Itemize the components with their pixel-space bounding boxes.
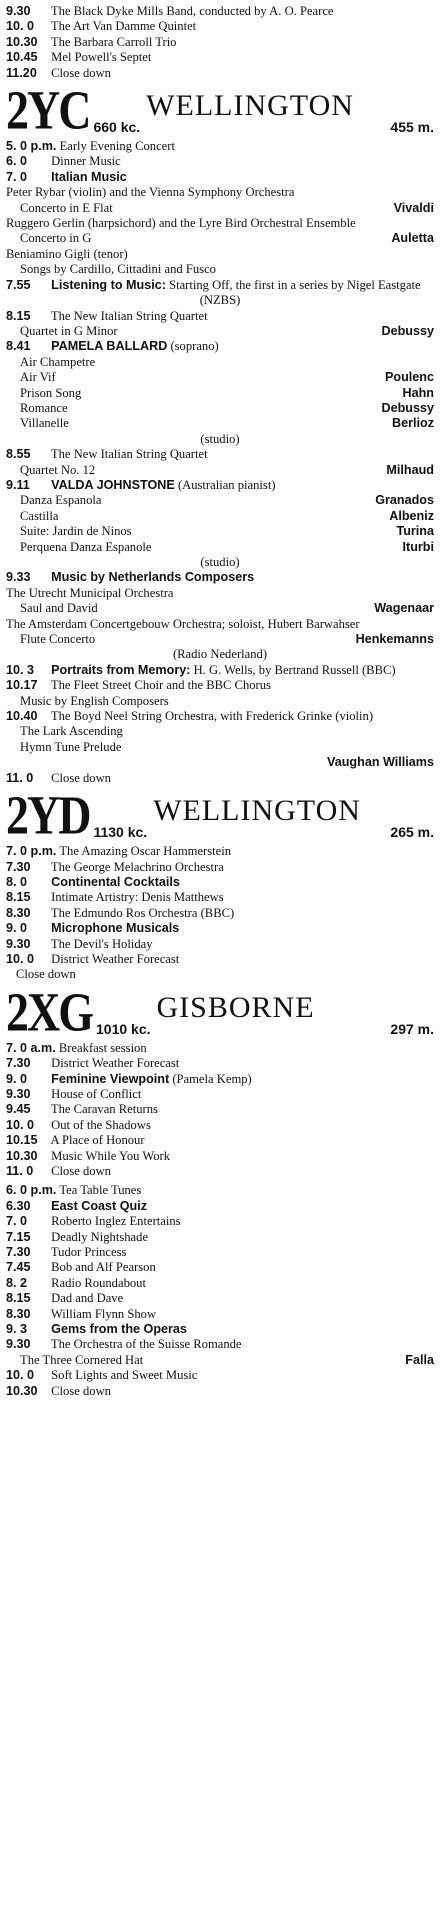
composer: Albeniz	[389, 508, 434, 523]
entry-text: Radio Roundabout	[51, 1275, 146, 1290]
entry-time: 10. 3	[6, 662, 35, 677]
entry-text: The Art Van Damme Quintet	[50, 19, 197, 34]
composer: Debussy	[381, 323, 434, 338]
entry-text: (soprano)	[170, 339, 219, 354]
entry-detail: The Amsterdam Concertgebouw Orchestra; soloist, Hubert Barwahser	[6, 616, 360, 631]
entry-time: 10.17	[6, 678, 38, 693]
work-row	[6, 355, 434, 370]
entry-time: 10. 0	[6, 1368, 35, 1383]
entry-time: 8.55	[6, 447, 31, 462]
listing-entry	[6, 4, 434, 19]
entry-detail: Songs by Cardillo, Cittadini and Fusco	[20, 262, 216, 277]
station-listings-2yc	[6, 139, 434, 786]
entry-text: Deadly Nightshade	[51, 1229, 149, 1244]
work-title: The Three Cornered Hat	[20, 1352, 144, 1367]
entry-text: The New Italian String Quartet	[50, 308, 208, 323]
listing-entry	[6, 1276, 434, 1291]
work-row	[6, 370, 434, 385]
listing-entry	[6, 937, 434, 952]
entry-time: 9.11	[6, 477, 30, 492]
entry-time: 10.45	[6, 50, 38, 65]
entry-time: 9.45	[6, 1102, 31, 1117]
composer: Turina	[396, 524, 434, 539]
entry-text: Starting Off, the first in a series by Nigel Eastgate	[169, 277, 421, 292]
entry-time: 10. 0	[6, 19, 35, 34]
entry-time: 6.30	[6, 1198, 31, 1213]
entry-time: 9. 3	[6, 1322, 28, 1337]
entry-time: 8. 0	[6, 874, 28, 889]
work-title: Concerto in E Flat	[20, 200, 113, 215]
entry-time: 6. 0	[6, 154, 28, 169]
entry-time: 7.55	[6, 277, 31, 292]
entry-time: 10.15	[6, 1133, 38, 1148]
entry-time: 10.40	[6, 709, 38, 724]
station-header-2yd	[6, 784, 434, 846]
entry-title: PAMELA BALLARD	[51, 339, 168, 354]
entry-time: 9. 0	[6, 921, 28, 936]
entry-text: H. G. Wells, by Bertrand Russell (BBC)	[193, 662, 396, 677]
work-title: Saul and David	[20, 601, 98, 616]
work-title: Villanelle	[20, 416, 69, 431]
listing-entry	[6, 875, 434, 890]
top-block	[6, 4, 434, 81]
entry-text: Out of the Shadows	[51, 1117, 151, 1132]
entry-detail: Ruggero Gerlin (harpsichord) and the Lyre Bird Orchestral Ensemble	[6, 216, 356, 231]
work-title: The Lark Ascending	[20, 724, 123, 739]
entry-text: Soft Lights and Sweet Music	[51, 1368, 198, 1383]
work-row	[6, 524, 434, 539]
entry-text: The Devil's Holiday	[50, 936, 153, 951]
listing-entry	[6, 1368, 434, 1383]
entry-time: 7.30	[6, 1245, 31, 1260]
listing-entry	[6, 1041, 434, 1056]
entry-time: 6. 0 p.m.	[6, 1183, 57, 1198]
work-row	[6, 493, 434, 508]
station-header-2xg	[6, 981, 434, 1043]
entry-time: 9.33	[6, 570, 31, 585]
entry-time: 8.30	[6, 1306, 31, 1321]
entry-text: The Caravan Returns	[50, 1102, 158, 1117]
entry-text: Music While You Work	[51, 1148, 171, 1163]
entry-text: A Place of Honour	[50, 1133, 145, 1148]
work-title: Concerto in G	[20, 231, 92, 246]
listing-entry	[6, 1199, 434, 1214]
listing-entry	[6, 844, 434, 859]
listing-entry	[6, 1087, 434, 1102]
work-title: Quartet No. 12	[20, 462, 96, 477]
listing-entry	[6, 1322, 434, 1337]
station-city: GISBORNE	[156, 990, 315, 1024]
composer: Vaughan Williams	[327, 755, 434, 770]
entry-text: The Boyd Neel String Orchestra, with Frederick Grinke (violin)	[50, 709, 374, 724]
entry-time: 8.15	[6, 308, 31, 323]
work-row	[6, 401, 434, 416]
entry-text: The New Italian String Quartet	[50, 447, 208, 462]
listing-entry	[6, 952, 434, 967]
work-title: Hymn Tune Prelude	[20, 739, 122, 754]
entry-time: 9.30	[6, 1337, 31, 1352]
entry-time: 8.41	[6, 339, 31, 354]
listing-entry	[6, 50, 434, 65]
listing-entry	[6, 35, 434, 50]
listing-entry	[6, 1214, 434, 1229]
composer: Falla	[405, 1352, 434, 1367]
work-title: Quartet in G Minor	[20, 323, 118, 338]
entry-time: 10.30	[6, 1383, 38, 1398]
entry-time: 10.30	[6, 1148, 38, 1163]
listing-entry	[6, 1056, 434, 1071]
work-title: Prison Song	[20, 385, 82, 400]
station-frequency: 660 kc.	[93, 119, 141, 136]
entry-text: Tudor Princess	[50, 1245, 127, 1260]
entry-time: 8.30	[6, 905, 31, 920]
listing-entry	[6, 1337, 434, 1352]
work-title: Romance	[20, 400, 68, 415]
entry-detail: The Utrecht Municipal Orchestra	[6, 585, 174, 600]
entry-time: 11.20	[6, 65, 37, 80]
station-call-sign: 2YC	[6, 79, 90, 141]
listing-entry	[6, 1245, 434, 1260]
work-row	[6, 463, 434, 478]
entry-time: 7.30	[6, 1056, 31, 1071]
listing-entry	[6, 19, 434, 34]
entry-time: 10.30	[6, 34, 38, 49]
listing-entry	[6, 1102, 434, 1117]
work-title: Air Vif	[20, 370, 56, 385]
entry-time: 9.30	[6, 4, 31, 18]
work-row	[6, 540, 434, 555]
work-row	[6, 601, 434, 616]
composer: Granados	[375, 493, 434, 508]
composer: Auletta	[391, 231, 434, 246]
listing-entry	[6, 906, 434, 921]
entry-note: (NZBS)	[199, 293, 241, 308]
composer: Hahn	[402, 385, 434, 400]
work-row	[6, 416, 434, 431]
composer: Henkemanns	[355, 632, 434, 647]
station-call-sign: 2YD	[6, 784, 90, 846]
entry-text: The Black Dyke Mills Band, conducted by A. O. Pearce	[50, 4, 334, 18]
entry-text: Intimate Artistry: Denis Matthews	[51, 890, 224, 905]
entry-text: Roberto Inglez Entertains	[51, 1214, 181, 1229]
entry-time: 11. 0	[6, 770, 34, 785]
work-title: Suite: Jardin de Ninos	[20, 524, 132, 539]
work-row	[6, 755, 434, 770]
entry-time: 8.15	[6, 890, 31, 905]
entry-text: District Weather Forecast	[51, 951, 180, 966]
entry-time: 5. 0 p.m.	[6, 139, 57, 154]
entry-time: 7.15	[6, 1229, 31, 1244]
work-row	[6, 231, 434, 246]
entry-text: Close down	[16, 967, 76, 982]
entry-text: Breakfast session	[58, 1040, 147, 1055]
listings-column	[6, 4, 434, 1399]
entry-time: 7. 0	[6, 1214, 28, 1229]
entry-text: The Orchestra of the Suisse Romande	[50, 1337, 242, 1352]
entry-time: 8.15	[6, 1291, 31, 1306]
listing-entry	[6, 1183, 434, 1198]
entry-title: Continental Cocktails	[51, 874, 180, 889]
work-title: Air Champetre	[20, 354, 96, 369]
work-title: Danza Espanola	[20, 493, 102, 508]
station-city: WELLINGTON	[153, 794, 361, 828]
entry-time: 9. 0	[6, 1071, 28, 1086]
station-listings-2yd	[6, 844, 434, 983]
entry-text: (Australian pianist)	[177, 477, 276, 492]
entry-text: The George Melachrino Orchestra	[50, 859, 224, 874]
station-frequency: 1010 kc.	[96, 1020, 151, 1037]
entry-title: Microphone Musicals	[51, 921, 180, 936]
entry-text: Dad and Dave	[51, 1291, 124, 1306]
work-row	[6, 386, 434, 401]
station-city: WELLINGTON	[146, 89, 354, 123]
composer: Poulenc	[385, 370, 434, 385]
listing-entry	[6, 1133, 434, 1148]
entry-text: William Flynn Show	[50, 1306, 157, 1321]
listing-entry	[6, 1291, 434, 1306]
work-title: Perquena Danza Espanole	[20, 539, 152, 554]
listing-entry	[6, 1307, 434, 1322]
listing-entry	[6, 1230, 434, 1245]
entry-text: Mel Powell's Septet	[51, 50, 152, 65]
work-row	[6, 201, 434, 216]
entry-detail: Music by English Composers	[20, 693, 169, 708]
entry-text: Tea Table Tunes	[59, 1183, 142, 1198]
entry-text: Early Evening Concert	[59, 139, 175, 154]
entry-text: Close down	[51, 770, 111, 785]
entry-time: 11. 0	[6, 1164, 34, 1178]
composer: Vivaldi	[393, 200, 434, 215]
entry-text: Close down	[51, 1383, 111, 1398]
entry-time: 7. 0 p.m.	[6, 844, 57, 859]
entry-text: The Edmundo Ros Orchestra (BBC)	[50, 905, 235, 920]
entry-time: 8. 2	[6, 1275, 28, 1290]
entry-note: (Radio Nederland)	[172, 647, 268, 662]
station-listings-2xg	[6, 1041, 434, 1399]
work-row	[6, 324, 434, 339]
entry-text: The Barbara Carroll Trio	[50, 34, 177, 49]
station-header-2yc	[6, 79, 434, 141]
entry-text: Bob and Alf Pearson	[51, 1260, 156, 1275]
listing-entry	[6, 1260, 434, 1275]
entry-time: 7.45	[6, 1260, 31, 1275]
entry-time: 7. 0 a.m.	[6, 1040, 56, 1055]
entry-time: 10. 0	[6, 1117, 35, 1132]
work-title: Castilla	[20, 508, 59, 523]
entry-time: 7. 0	[6, 169, 28, 184]
composer: Milhaud	[386, 462, 434, 477]
listing-entry	[6, 1118, 434, 1133]
entry-title: Listening to Music:	[51, 277, 166, 292]
listing-entry	[6, 860, 434, 875]
entry-title: Gems from the Operas	[51, 1322, 187, 1337]
entry-detail: Beniamino Gigli (tenor)	[6, 246, 128, 261]
entry-time: 7.30	[6, 859, 31, 874]
work-title: Flute Concerto	[20, 632, 96, 647]
station-wavelength: 265 m.	[390, 824, 434, 841]
composer: Iturbi	[402, 539, 434, 554]
work-row	[6, 509, 434, 524]
entry-text: The Fleet Street Choir and the BBC Chorus	[50, 678, 271, 693]
listing-entry	[6, 890, 434, 905]
entry-title: VALDA JOHNSTONE	[51, 477, 175, 492]
entry-text: Close down	[51, 65, 111, 80]
composer: Berlioz	[392, 416, 434, 431]
station-wavelength: 455 m.	[390, 119, 434, 136]
composer: Debussy	[381, 400, 434, 415]
listing-entry	[6, 1072, 434, 1087]
entry-title: East Coast Quiz	[51, 1198, 148, 1213]
station-frequency: 1130 kc.	[93, 824, 148, 841]
entry-text: District Weather Forecast	[51, 1056, 180, 1071]
entry-text: (Pamela Kemp)	[172, 1071, 252, 1086]
station-call-sign: 2XG	[6, 981, 92, 1043]
entry-note: (studio)	[200, 555, 240, 569]
listing-entry	[6, 1149, 434, 1164]
entry-text: Close down	[51, 1164, 111, 1178]
entry-text: Dinner Music	[51, 154, 121, 169]
entry-note: (studio)	[200, 431, 240, 446]
entry-title: Italian Music	[51, 169, 127, 184]
entry-detail: Peter Rybar (violin) and the Vienna Symphony Orchestra	[6, 185, 295, 200]
entry-title: Music by Netherlands Composers	[51, 570, 255, 585]
work-row	[6, 632, 434, 647]
entry-title: Feminine Viewpoint	[51, 1071, 170, 1086]
listing-entry	[6, 921, 434, 936]
listing-entry	[6, 1164, 434, 1179]
station-wavelength: 297 m.	[390, 1020, 434, 1037]
entry-title: Portraits from Memory:	[51, 662, 191, 677]
entry-text: House of Conflict	[51, 1086, 142, 1101]
entry-time: 10. 0	[6, 951, 35, 966]
listing-entry	[6, 1384, 434, 1399]
composer: Wagenaar	[374, 601, 434, 616]
entry-time: 9.30	[6, 1086, 31, 1101]
entry-time: 9.30	[6, 936, 31, 951]
entry-text: The Amazing Oscar Hammerstein	[59, 844, 232, 859]
work-row	[6, 1353, 434, 1368]
